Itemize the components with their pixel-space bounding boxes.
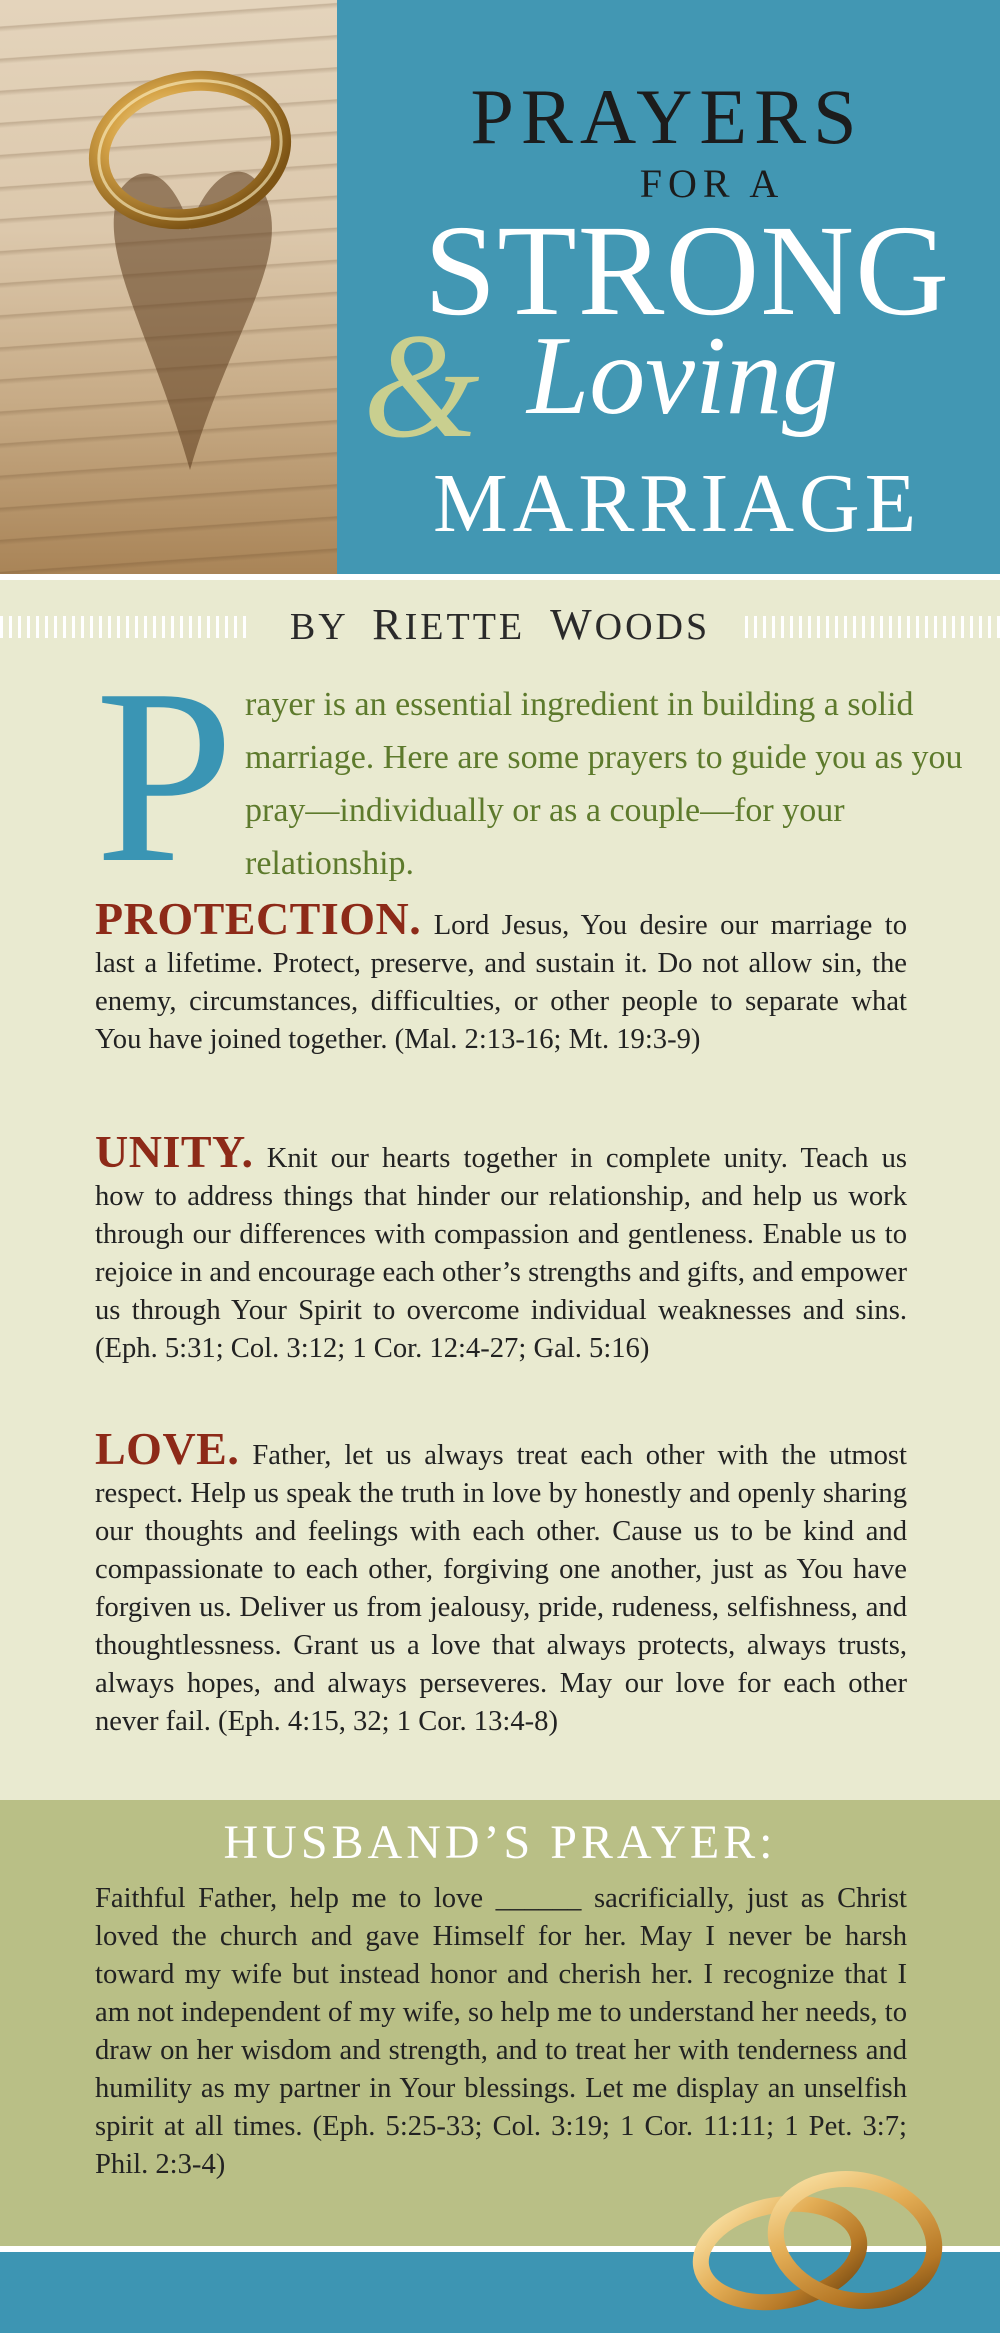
section-heading: PROTECTION. [95, 893, 422, 944]
section-heading: UNITY. [95, 1126, 254, 1177]
wedding-rings-icon [670, 2148, 970, 2318]
book-ring-photo [0, 0, 337, 574]
intro [95, 638, 963, 915]
drop-cap: P [95, 638, 235, 915]
divider [0, 574, 1000, 580]
husband-prayer-title: HUSBAND’S PRAYER: [223, 1816, 777, 1869]
title-for-a: FOR A [639, 161, 785, 206]
title-loving: Loving [527, 314, 839, 438]
header-banner [0, 0, 1000, 574]
title-strong: STRONG [423, 199, 951, 343]
title-ampersand: & [363, 303, 480, 469]
byline-last-rest: OODS [594, 606, 711, 648]
section-unity [95, 1126, 908, 1368]
section-text: Knit our hearts together in complete unity. Teach us how to address things that hinder our relationship, and help us work through our differences with compassion and gentleness. Enable us to rejoice in and encourage each other’s strengths and gifts, and empower us through Your Spirit to overcome individual weaknesses and sins. (Eph. 5:31; Col. 3:12; 1 Cor. 12:4-27; Gal. 5:16) [95, 1143, 908, 1364]
section-heading: LOVE. [95, 1423, 240, 1474]
title-block [337, 0, 1000, 574]
title-marriage: MARRIAGE [432, 457, 921, 550]
intro-text: rayer is an essential ingredient in building a solid marriage. Here are some prayers to guide you as you pray—individually or as a couple—for your relationship. [245, 686, 963, 882]
byline-first-initial: R [372, 600, 405, 649]
title-prayers: PRAYERS [470, 73, 864, 160]
ring-heart-shadow-icon [0, 0, 337, 574]
section-love [95, 1423, 907, 1741]
byline-last-initial: W [550, 600, 595, 649]
section-protection [95, 893, 908, 1059]
byline-by: BY [289, 606, 348, 648]
byline-first-rest: IETTE [404, 606, 526, 648]
section-text: Father, let us always treat each other with the utmost respect. Help us speak the truth in love by honestly and openly sharing our thoughts and feelings with each other. Cause us to be kind and compassionate to each other, forgiving one another, just as You have forgiven us. Deliver us from jealousy, pride, rudeness, selfishness, and thoughtlessness. Grant us a love that always protects, always trusts, always hopes, and always perseveres. May our love for each other never fail. (Eph. 4:15, 32; 1 Cor. 13:4-8) [95, 1440, 907, 1737]
section-text: Lord Jesus, You desire our marriage to last a lifetime. Protect, preserve, and sustain it. Do not allow sin, the enemy, circumstances, difficulties, or other people to separate what You have joined together. (Mal. 2:13-16; Mt. 19:3-9) [95, 910, 908, 1055]
husband-prayer-text: Faithful Father, help me to love ______ sacrificially, just as Christ loved the church and gave Himself for her. May I never be harsh toward my wife but instead honor and cherish her. I recognize that I am not independent of my wife, so help me to understand her needs, to draw on her wisdom and strength, and to treat her with tenderness and humility as my partner in Your blessings. Let me display an unselfish spirit at all times. (Eph. 5:25-33; Col. 3:19; 1 Cor. 11:11; 1 Pet. 3:7; Phil. 2:3-4) [95, 1883, 907, 2180]
